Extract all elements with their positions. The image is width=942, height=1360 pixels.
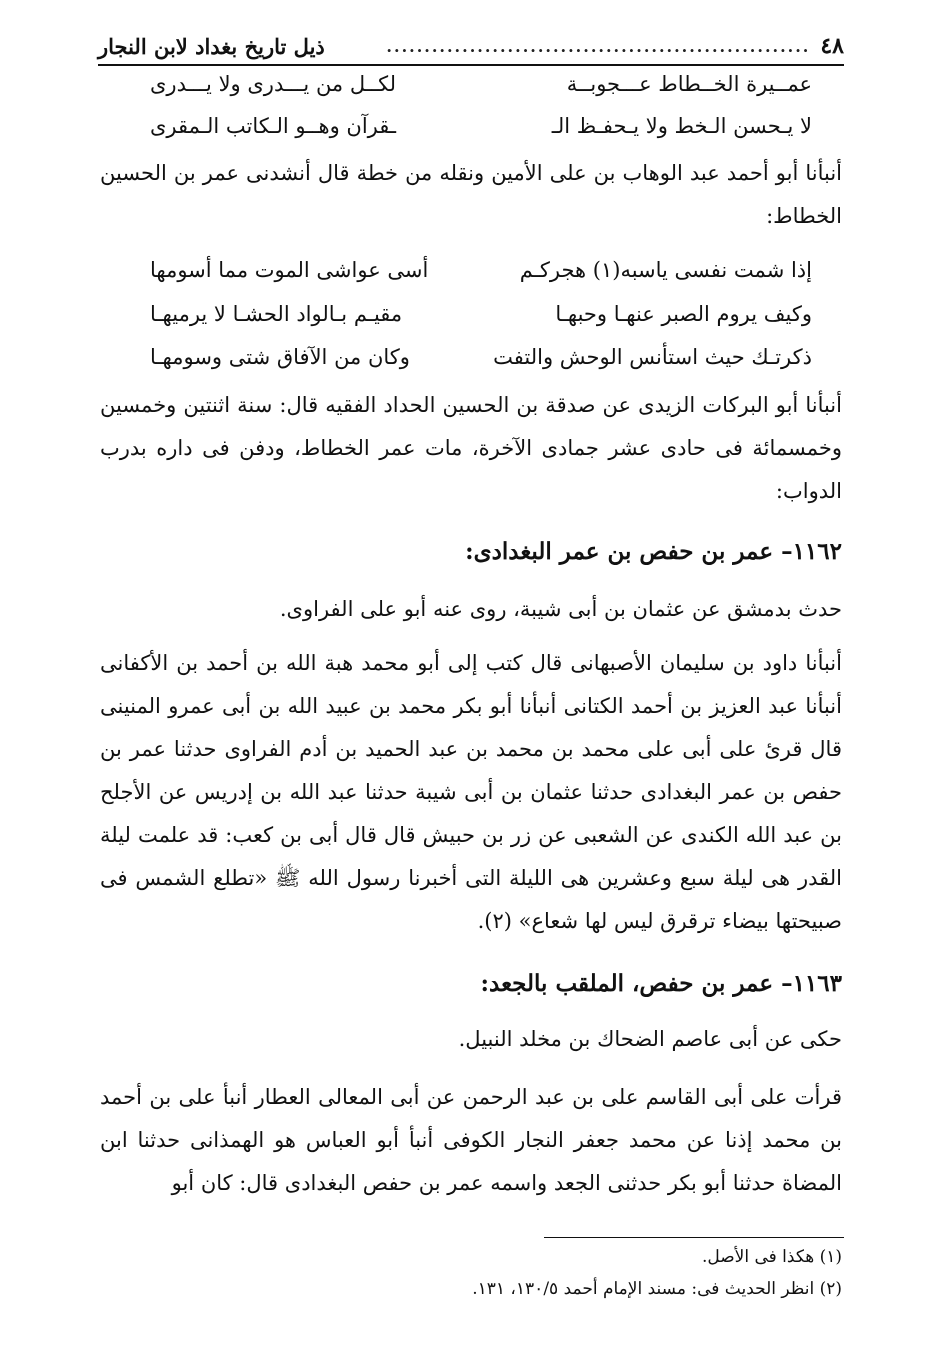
verse-line xyxy=(100,345,842,385)
verse-line xyxy=(100,302,842,342)
entry-heading: ١١٦٣– عمر بن حفص، الملقب بالجعد: xyxy=(480,970,842,997)
paragraph: أنبأنا أبو أحمد عبد الوهاب بن على الأمين ونقله من خطة قال أنشدنى عمر بن الحسين الخطاط: xyxy=(100,161,843,228)
verse-line xyxy=(100,72,842,112)
verse-first-hemistich: وكيف يروم الصبر عنهـا وحبهـا xyxy=(555,302,812,326)
verse-line xyxy=(100,114,842,154)
book-title: ذيل تاريخ بغداد لابن النجار xyxy=(98,33,325,59)
verse-first-hemistich: إذا شمت نفسى ياسبه(١) هجركـم xyxy=(519,258,812,282)
entry-body: أنبأنا داود بن سليمان الأصبهانى قال كتب إلى أبو محمد هبة الله بن أحمد بن الأكفانى أنبأنا عبد العزيز بن أحمد الكتانى أنبأنا أبو بكر محمد بن عبيد الله بن أبى عمرو المنينى قال قرئ على أبى على محمد بن محمد بن عبد الحميد بن أدم الفراوى حدثنا عمر بن حفص بن عمر البغدادى حدثنا عثمان بن أبى شيبة حدثنا عبد الله بن إدريس عن الأجلح بن عبد الله الكندى عن الشعبى عن زر بن حبيش قال قال أبى بن كعب: قد علمت ليلة القدر هى ليلة سبع وعشرين هى الليلة التى أخبرنا رسول الله ﷺ «تطلع الشمس فى صبيحتها بيضاء ترقرق ليس لها شعاع» (٢). xyxy=(100,651,842,933)
verse-line xyxy=(100,258,842,298)
verse-second-hemistich: لكــل من يـــدرى ولا يـــدرى xyxy=(150,72,397,96)
footnote-separator xyxy=(544,1237,844,1238)
entry-body: قرأت على أبى القاسم على بن عبد الرحمن عن أبى المعالى العطار أنبأ على بن أحمد بن محمد إذنا عن محمد جعفر النجار الكوفى أنبأ أبو العباس هو الهمذانى حدثنا ابن المضاة حدثنا أبو بكر حدثنى الجعد واسمه عمر بن حفص البغدادى قال: كان أبو xyxy=(100,1085,842,1195)
header-leader-dots: ........................................................ xyxy=(386,36,811,56)
entry-heading: ١١٦٢– عمر بن حفص بن عمر البغدادى: xyxy=(465,538,842,565)
verse-first-hemistich: لا يـحسن الـخط ولا يـحفـظ الـ xyxy=(551,114,812,138)
entry-intro: حكى عن أبى عاصم الضحاك بن مخلد النبيل. xyxy=(458,1027,842,1051)
verse-second-hemistich: أسى عواشى الموت مما أسومها xyxy=(150,258,429,282)
footnote: (٢) انظر الحديث فى: مسند الإمام أحمد ١٣٠/٥، ١٣١. xyxy=(472,1279,842,1299)
paragraph: أنبأنا أبو البركات الزيدى عن صدقة بن الحسين الحداد الفقيه قال: سنة اثنتين وخمسين وخمسمائة فى حادى عشر جمادى الآخرة، مات عمر الخطاط، ودفن فى داره بدرب الدواب: xyxy=(100,393,842,503)
running-header xyxy=(98,28,844,66)
verse-second-hemistich: ـقرآن وهــو الـكاتب الـمقرى xyxy=(150,114,397,138)
footnote: (١) هكذا فى الأصل. xyxy=(701,1247,842,1267)
verse-first-hemistich: عمــيرة الخــطاط عـــجوبــة xyxy=(566,72,812,96)
entry-intro: حدث بدمشق عن عثمان بن أبى شيبة، روى عنه أبو على الفراوى. xyxy=(279,597,842,621)
verse-second-hemistich: وكان من الآفاق شتى وسومهـا xyxy=(150,345,410,369)
verse-second-hemistich: مقيـم بـالواد الحشـا لا يرميهـا xyxy=(150,302,403,326)
page-number: ٤٨ xyxy=(820,33,844,59)
verse-first-hemistich: ذكرتـك حيث استأنس الوحش والتفت xyxy=(493,345,812,369)
